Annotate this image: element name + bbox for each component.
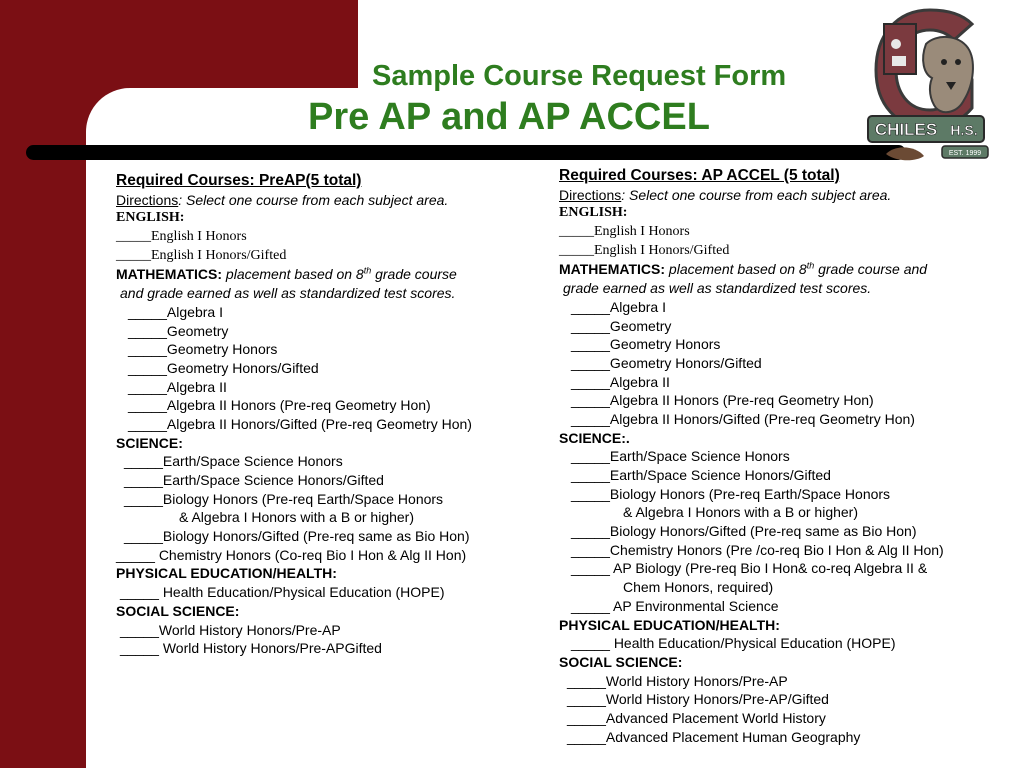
science-heading: SCIENCE: [116,434,183,451]
math-note: placement based on 8th grade course and [665,260,928,278]
pe-heading: PHYSICAL EDUCATION/HEALTH: [116,565,337,582]
social-option: _____Advanced Placement Human Geography [567,728,861,745]
social-heading: SOCIAL SCIENCE: [116,602,240,619]
directions-text: : Select one course from each subject area. [621,186,892,203]
math-note: placement based on 8th grade course [222,265,457,283]
social-heading: SOCIAL SCIENCE: [559,653,683,670]
english-heading: ENGLISH: [116,210,185,226]
logo-est-text: EST. 1999 [948,150,982,157]
science-option-continued: & Algebra I Honors with a B or higher) [623,504,859,521]
science-option-continued: Chem Honors, required) [623,579,774,596]
science-option: _____Earth/Space Science Honors [124,453,343,470]
math-option: _____Geometry Honors/Gifted [128,359,319,376]
math-heading-row [559,260,944,279]
preap-header: Required Courses: PreAP(5 total) [116,172,362,189]
science-option: _____Biology Honors (Pre-req Earth/Space Honors [571,485,891,502]
social-option: _____World History Honors/Pre-AP [120,621,341,638]
school-crest-logo [866,4,994,166]
math-heading: MATHEMATICS: [116,266,223,283]
math-option: _____Algebra I [571,298,666,315]
title-line-2: Pre AP and AP ACCEL [308,96,710,138]
math-option: _____Algebra II [128,378,227,395]
preap-column [116,172,472,658]
science-option: _____Biology Honors/Gifted (Pre-req same as Bio Hon) [124,528,470,545]
social-option: _____ World History Honors/Pre-APGifted [120,640,382,657]
science-option: _____ Chemistry Honors (Co-req Bio I Hon & Alg II Hon) [116,546,467,563]
science-option: _____Chemistry Honors (Pre /co-req Bio I Hon & Alg II Hon) [571,541,944,558]
english-option: _____English I Honors [559,224,690,240]
math-option: _____Algebra II Honors/Gifted (Pre-req Geometry Hon) [571,410,915,427]
directions-label: Directions [116,191,179,208]
math-option: _____Algebra II Honors (Pre-req Geometry Hon) [571,392,874,409]
directions-text: : Select one course from each subject area. [178,191,449,208]
science-option: _____Biology Honors/Gifted (Pre-req same as Bio Hon) [571,523,917,540]
science-heading: SCIENCE:. [559,429,630,446]
math-option: _____Algebra II Honors (Pre-req Geometry Hon) [128,397,431,414]
social-option: _____Advanced Placement World History [567,709,826,726]
logo-hs-text: H.S. [950,122,978,138]
title-line-1: Sample Course Request Form [372,60,787,92]
math-heading-row [116,265,472,284]
pe-heading: PHYSICAL EDUCATION/HEALTH: [559,616,780,633]
science-option: _____Earth/Space Science Honors/Gifted [571,467,831,483]
social-option: _____World History Honors/Pre-AP/Gifted [567,691,829,708]
social-option: _____World History Honors/Pre-AP [567,672,788,689]
pe-option: _____ Health Education/Physical Education (HOPE) [571,635,896,652]
math-option: _____Algebra II [571,373,670,390]
science-option: _____Earth/Space Science Honors [571,448,790,465]
math-option: _____Geometry [571,317,672,334]
english-option: _____English I Honors/Gifted [116,247,287,263]
apaccel-header: Required Courses: AP ACCEL (5 total) [559,167,840,184]
pe-option: _____ Health Education/Physical Education (HOPE) [120,584,445,601]
logo-name-text: CHILES [874,120,938,139]
science-option: _____Earth/Space Science Honors/Gifted [124,472,384,488]
math-option: _____Algebra II Honors/Gifted (Pre-req Geometry Hon) [128,415,472,432]
math-option: _____Geometry Honors [571,336,721,353]
science-option: _____Biology Honors (Pre-req Earth/Space Honors [124,490,444,507]
science-option-continued: & Algebra I Honors with a B or higher) [179,509,415,526]
math-heading: MATHEMATICS: [559,261,666,278]
english-option: _____English I Honors [116,229,247,245]
english-heading: ENGLISH: [559,205,628,221]
math-note-line2: grade earned as well as standardized test scores. [563,280,872,297]
apaccel-column [559,167,944,746]
apaccel-directions [559,186,944,205]
science-option: _____ AP Environmental Science [571,597,779,614]
math-option: _____Geometry Honors/Gifted [571,354,762,371]
math-note-line2: and grade earned as well as standardized test scores. [120,285,456,302]
directions-label: Directions [559,186,622,203]
preap-directions [116,191,472,210]
english-option: _____English I Honors/Gifted [559,242,730,258]
title-divider [26,145,906,160]
math-option: _____Geometry [128,322,229,339]
math-option: _____Geometry Honors [128,341,278,358]
science-option: _____ AP Biology (Pre-req Bio I Hon& co-req Algebra II & [571,560,928,577]
math-option: _____Algebra I [128,303,223,320]
